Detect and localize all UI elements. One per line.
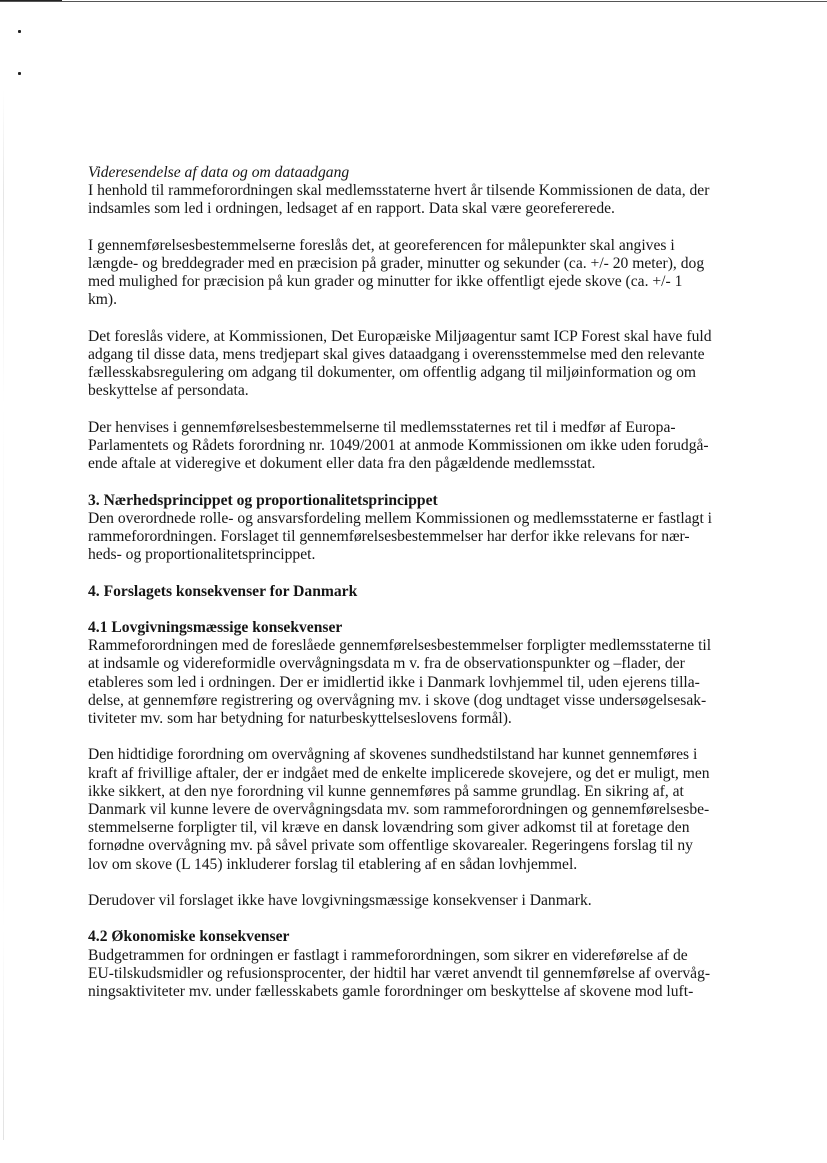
text-line: ningsaktiviteter mv. under fællesskabets gamle forordninger om beskyttelse af skovene mod luft- [88,983,694,1000]
text-line: Danmark vil kunne levere de overvågningsdata mv. som rammeforordningen og gennemførelsesbe- [88,801,710,818]
text-line: Parlamentets og Rådets forordning nr. 1049/2001 at anmode Kommissionen om ikke uden forudgå- [88,437,709,454]
text-line: indsamles som led i ordningen, ledsaget af en rapport. Data skal være georefererede. [88,200,615,218]
section [88,164,760,473]
scan-speck [18,30,21,33]
text-line: km). [88,291,118,309]
scan-speck [18,72,21,75]
paragraph [88,328,760,401]
section-heading: 4.1 Lovgivningsmæssige konsekvenser [88,618,343,636]
text-line: beskyttelse af persondata. [88,382,249,400]
text-line: Rammeforordningen med de foreslåede gennemførelsesbestemmelser forpligter medlemsstaterne til [88,637,712,655]
text-line: fællesskabsregulering om adgang til dokumenter, om offentlig adgang til miljøinformation og om [88,364,697,382]
text-line: EU-tilskudsmidler og refusionsprocenter, der hidtil har været anvendt til gennemførelse af overvåg- [88,964,711,982]
text-line: Det foreslås videre, at Kommissionen, Det Europæiske Miljøagentur samt ICP Forest skal have fuld [88,327,712,345]
section-heading: 4.2 Økonomiske konsekvenser [88,928,290,946]
text-line: længde- og breddegrader med en præcision på grader, minutter og sekunder (ca. +/- 20 meter), dog [88,255,705,272]
text-line: delse, at gennemføre registrering og overvågning mv. i skove (dog undtaget visse undersøgelsesak- [88,691,707,709]
section-heading: 3. Nærhedsprincippet og proportionalitetsprincippet [88,491,438,509]
text-line: Den hidtidige forordning om overvågning af skovenes sundhedstilstand har kunnet gennemføres i [88,746,698,764]
paragraph [88,746,760,873]
paragraph [88,237,760,310]
text-line: med mulighed for præcision på kun grader og minutter for ikke offentligt ejede skove (ca. +/- 1 [88,273,683,291]
scan-top-edge [0,1,827,2]
text-line: heds- og proportionalitetsprincippet. [88,546,316,564]
text-line: kraft af frivillige aftaler, der er indgået med de enkelte implicerede skovejere, og det er muligt, men [88,764,710,782]
section-heading: Videresendelse af data og om dataadgang [88,164,350,181]
section-heading: 4. Forslagets konsekvenser for Danmark [88,582,358,600]
text-line: adgang til disse data, mens tredjepart skal gives dataadgang i overensstemmelse med den relevante [88,346,705,363]
section [88,928,760,1001]
section [88,583,760,601]
text-line: at indsamle og videreformidle overvågningsdata m v. fra de observationspunkter og –flader, der [88,655,685,673]
document-body [88,164,760,1019]
section [88,619,760,910]
heading-block [88,583,760,601]
paragraph [88,419,760,474]
text-line: etableres som led i ordningen. Der er imidlertid ikke i Danmark lovhjemmel til, uden ejerens tilla- [88,673,700,691]
text-line: ende aftale at videregive et dokument eller data fra den pågældende medlemsstat. [88,455,596,473]
paragraph [88,164,760,219]
text-line: Den overordnede rolle- og ansvarsfordeling mellem Kommissionen og medlemsstaterne er fastlagt i [88,509,713,527]
text-line: Budgetrammen for ordningen er fastlagt i rammeforordningen, som sikrer en videreførelse af de [88,946,688,964]
text-line: Derudover vil forslaget ikke have lovgivningsmæssige konsekvenser i Danmark. [88,892,592,909]
section [88,492,760,565]
text-line: Der henvises i gennemførelsesbestemmelserne til medlemsstaternes ret til i medfør af Europa- [88,418,676,436]
text-line: stemmelserne forpligter til, vil kræve en dansk lovændring som giver adkomst til at foretage den [88,819,690,837]
text-line: rammeforordningen. Forslaget til gennemførelsesbestemmelser har derfor ikke relevans for nær- [88,528,690,545]
paragraph [88,928,760,1001]
paragraph [88,619,760,728]
text-line: lov om skove (L 145) inkluderer forslag til etablering af en sådan lovhjemmel. [88,855,578,873]
paragraph [88,492,760,565]
scan-left-edge [3,90,4,1140]
text-line: I henhold til rammeforordningen skal medlemsstaterne hvert år tilsende Kommissionen de data, der [88,182,710,200]
paragraph [88,892,760,910]
text-line: tiviteter mv. som har betydning for naturbeskyttelseslovens formål). [88,710,512,727]
text-line: I gennemførelsesbestemmelserne foreslås det, at georeferencen for målepunkter skal angives i [88,236,675,254]
text-line: ikke sikkert, at den nye forordning vil kunne gennemføres på samme grundlag. En sikring af, at [88,782,684,800]
text-line: fornødne overvågning mv. på såvel private som offentlige skovarealer. Regeringens forslag til ny [88,837,693,855]
